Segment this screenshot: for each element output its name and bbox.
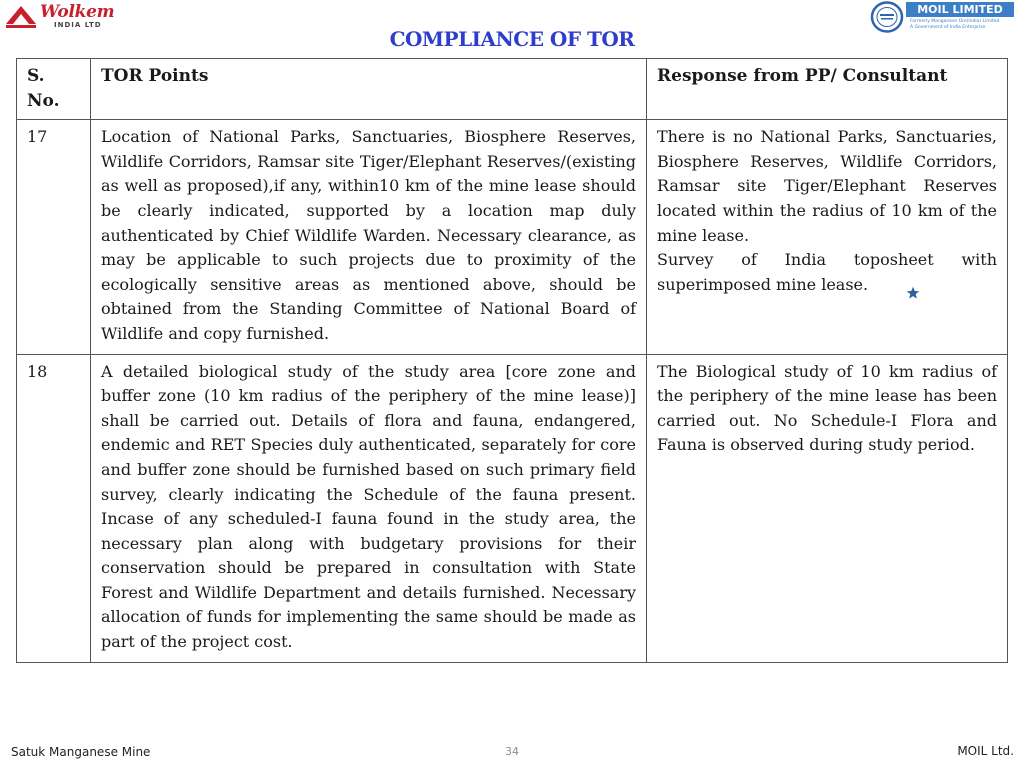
cell-sno: 17 xyxy=(17,120,91,354)
moil-name: MOIL LIMITED xyxy=(906,2,1014,17)
response-paragraph: There is no National Parks, Sanctuaries, Biosphere Reserves, Wildlife Corridors, Ramsar site Tiger/Elephant Reserves located within the radius of 10 km of the mine lease. xyxy=(657,127,997,245)
footer-company-name: MOIL Ltd. xyxy=(957,744,1014,758)
moil-tagline-enterprise: A Government of India Enterprise xyxy=(910,25,986,30)
cell-tor-point: Location of National Parks, Sanctuaries, Biosphere Reserves, Wildlife Corridors, Ramsar site Tiger/Elephant Reserves/(existing as well as proposed),if any, within10 km of the mine lease should be clearly indicated, supported by a location map duly authenticated by Chief Wildlife Warden. Necessary clearance, as may be applicable to such projects due to proximity of the ecologically sensitive areas as mentioned above, should be obtained from the Standing Committee of National Board of Wildlife and copy furnished. xyxy=(91,120,647,354)
wolkem-brand-text: Wolkem xyxy=(40,2,115,22)
cell-response xyxy=(647,120,1008,354)
response-paragraph: Survey of India toposheet with superimposed mine lease. xyxy=(657,250,997,294)
table-row xyxy=(17,354,1008,662)
header-response: Response from PP/ Consultant xyxy=(647,59,1008,120)
tor-compliance-table xyxy=(16,58,1008,663)
page-number: 34 xyxy=(505,745,519,758)
table-row xyxy=(17,120,1008,354)
wolkem-sub-text: INDIA LTD xyxy=(54,21,102,29)
header-tor-points: TOR Points xyxy=(91,59,647,120)
cell-tor-point: A detailed biological study of the study area [core zone and buffer zone (10 km radius of the periphery of the mine lease)] shall be carried out. Details of flora and fauna, endangered, endemic and RET Species duly authenticated, separately for core and buffer zone should be furnished based on such primary field survey, clearly indicating the Schedule of the fauna present. Incase of any scheduled-I fauna found in the study area, the necessary plan along with budgetary provisions for their conservation should be prepared in consultation with State Forest and Wildlife Department and details furnished. Necessary allocation of funds for implementing the same should be made as part of the project cost. xyxy=(91,354,647,662)
moil-tagline-former-name: Formerly Manganese Ore(India) Limited xyxy=(910,19,1000,24)
cell-response xyxy=(647,354,1008,662)
wolkem-emblem-icon xyxy=(4,2,38,30)
footer-project-name: Satuk Manganese Mine xyxy=(11,745,151,759)
response-paragraph: The Biological study of 10 km radius of the periphery of the mine lease has been carried out. No Schedule-I Flora and Fauna is observed during study period. xyxy=(657,361,997,455)
page-title: COMPLIANCE OF TOR xyxy=(389,27,635,51)
cell-sno: 18 xyxy=(17,354,91,662)
header-sno: S. No. xyxy=(17,59,91,120)
table-header-row xyxy=(17,59,1008,120)
star-icon xyxy=(906,286,920,300)
